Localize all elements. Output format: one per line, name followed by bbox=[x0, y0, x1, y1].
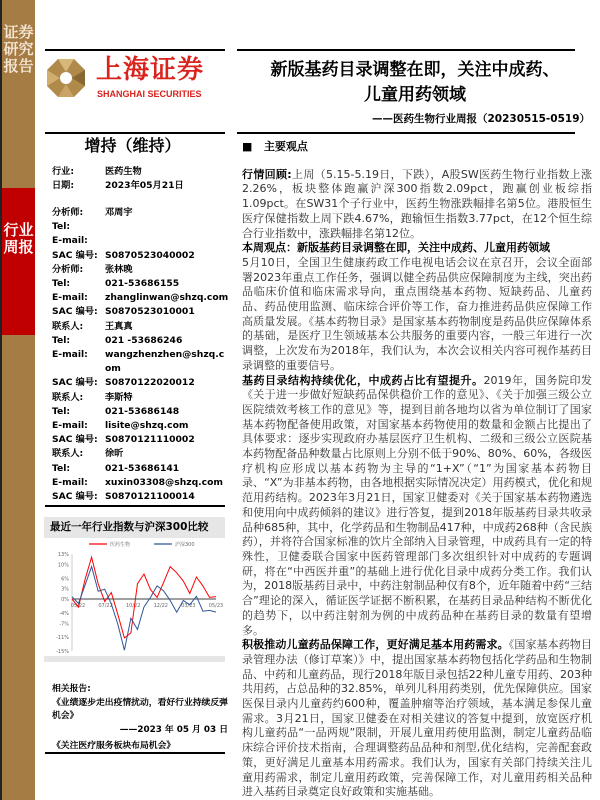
rating: 增持（维持） bbox=[84, 136, 181, 155]
contact-label: Tel: bbox=[52, 221, 71, 233]
contact-row bbox=[52, 447, 230, 461]
contact-value: 王真真 bbox=[105, 320, 133, 332]
contact-value[interactable]: wangzhenzhen@shzq.com bbox=[105, 349, 225, 375]
contact-row bbox=[52, 334, 230, 348]
contacts-bottom-rule bbox=[45, 505, 225, 507]
main-content bbox=[242, 140, 592, 800]
meta-info bbox=[52, 165, 230, 193]
y-tick-label: 3% bbox=[61, 586, 69, 593]
related-report-date: ——2023 年 05 月 03 日 bbox=[119, 724, 228, 735]
x-tick-label: 05/23 bbox=[208, 603, 224, 610]
contact-value: 021-53686155 bbox=[105, 278, 180, 290]
contact-value[interactable]: lisite@shzq.com bbox=[105, 420, 189, 432]
contact-value: S0870121100014 bbox=[105, 491, 195, 503]
y-tick-label: -15% bbox=[56, 649, 69, 655]
paragraph-market-review bbox=[242, 168, 592, 242]
contact-value: 021 -53686246 bbox=[105, 334, 183, 346]
y-tick-label: -11% bbox=[56, 635, 69, 642]
paragraph-catalog-structure bbox=[242, 374, 592, 639]
contact-label: Tel: bbox=[52, 278, 71, 290]
contact-value: 邓周宇 bbox=[105, 207, 133, 218]
y-tick-label: 13% bbox=[57, 552, 69, 558]
report-title bbox=[240, 58, 590, 108]
y-tick-label: -7% bbox=[59, 621, 69, 628]
paragraph-lead: 行情回顾: bbox=[242, 167, 292, 181]
y-tick-label: 10% bbox=[57, 562, 69, 569]
contact-value: 李斯特 bbox=[105, 391, 133, 403]
contact-value bbox=[105, 234, 230, 248]
right-section-rule bbox=[237, 132, 575, 134]
top-rule-left bbox=[45, 49, 225, 51]
sidebar-weekly-label: 行业周报 bbox=[3, 221, 34, 256]
related-bottom-rule bbox=[45, 752, 225, 754]
contact-label: 联系人: bbox=[52, 391, 84, 403]
contact-row bbox=[52, 220, 230, 234]
contact-value[interactable]: xuxin03308@shzq.com bbox=[105, 476, 223, 488]
top-rule-right bbox=[237, 49, 575, 51]
contact-label: SAC 编号: bbox=[52, 434, 98, 446]
heading-text: 主要观点 bbox=[263, 140, 308, 153]
title-line-1: 新版基药目录调整在即，关注中成药、 bbox=[270, 60, 560, 80]
series-line-pharma bbox=[72, 557, 216, 638]
contact-value bbox=[105, 220, 230, 234]
logo-emblem-icon bbox=[46, 58, 86, 98]
contact-row bbox=[52, 462, 230, 476]
sidebar-red-block bbox=[2, 188, 35, 335]
contact-value: S0870121110002 bbox=[105, 434, 195, 446]
related-label: 相关报告: bbox=[52, 684, 91, 694]
paragraph-lead: 本周观点：新版基药目录调整在即，关注中成药、儿童用药领域 bbox=[242, 241, 550, 255]
paragraph-lead: 基药目录结构持续优化，中成药占比有望提升。 bbox=[242, 373, 484, 387]
contact-label: E-mail: bbox=[52, 235, 88, 247]
x-tick-label: 07/22 bbox=[98, 603, 113, 610]
contact-label: Tel: bbox=[52, 334, 71, 346]
contact-label: SAC 编号: bbox=[52, 491, 98, 503]
logo-text-cn: 上海证券 bbox=[96, 55, 205, 85]
contact-label: SAC 编号: bbox=[52, 249, 98, 261]
bullet-square-icon: ■ bbox=[242, 140, 253, 153]
contact-value[interactable]: zhanglinwan@shzq.com bbox=[105, 292, 229, 304]
contact-value: 张林晚 bbox=[105, 263, 133, 275]
sidebar-report-type: 证券研究报告 bbox=[3, 23, 34, 75]
x-tick-label: 12/22 bbox=[153, 603, 169, 610]
contact-label: SAC 编号: bbox=[52, 377, 98, 389]
contact-label: E-mail: bbox=[52, 292, 88, 304]
meta-label: 日期: bbox=[52, 180, 75, 192]
related-report-link[interactable]: 《关注医疗服务板块布局机会》 bbox=[52, 741, 176, 751]
contact-row bbox=[52, 419, 230, 433]
report-subtitle: ——医药生物行业周报（20230515-0519） bbox=[371, 113, 590, 125]
contact-value: S0870523010001 bbox=[105, 306, 195, 318]
paragraph-text: 5月10日，全国卫生健康药政工作电视电话会议在京召开，会议全面部署2023年重点工作任务，强调以健全药品供应保障制度为主线，突出药品临床价值和临床需求导向，重点围绕基本药物、短缺药品、儿童药品、药品使用监测、临床综合评价等工作，奋力推进药品供应保障工作高质量发展。《基本药物目录》是国家基本药物制度是药品供应保障体系的基础，是医疗卫生领域基本公共服务的重要内容，一般三年进行一次调整，上次发布为2018年，我们认为，本次会议相关内容可视作基药目录调整的重要信号。 bbox=[242, 255, 592, 372]
title-line-2: 儿童用药领域 bbox=[364, 85, 466, 105]
contact-label: 联系人: bbox=[52, 320, 84, 332]
related-report-link[interactable]: 《业绩逐步走出疫情扰动，看好行业持续反弹机会》 bbox=[52, 697, 228, 721]
contact-row bbox=[52, 405, 230, 419]
paragraph-text: 上周（5.15-5.19日，下跌），A股SW医药生物行业指数上涨2.26%，板块整体跑赢沪深300指数2.09pct，跑赢创业板综指1.09pct。在SW31个子行业中，医药生物涨跌幅排名第5位。港股恒生医疗保健指数上周下跌4.67%，跑输恒生指数3.77pct，在12个恒生综合行业指数中，涨跌幅排名第12位。 bbox=[242, 167, 592, 240]
contact-row bbox=[52, 291, 230, 305]
index-comparison-chart bbox=[44, 517, 225, 662]
contact-label: 分析师: bbox=[52, 207, 84, 218]
legend-label: 医药生物 bbox=[110, 542, 131, 548]
contacts-list bbox=[52, 206, 230, 504]
contact-value: S0870523040002 bbox=[105, 249, 195, 261]
related-reports bbox=[52, 683, 228, 754]
contact-row bbox=[52, 490, 230, 504]
meta-value: 2023年05月21日 bbox=[105, 180, 184, 192]
sidebar-band bbox=[0, 0, 35, 800]
x-tick-label: 03/23 bbox=[181, 603, 196, 610]
paragraph-text: 2019年，国务院印发《关于进一步做好短缺药品保供稳价工作的意见》、《关于加强三级公立医院绩效考核工作的意见》等，提到目前各地均以省为单位制订了国家基本药物配备使用政策，对国家基本药物使用的数量和金额占比提出了具体要求：逐步实现政府办基层医疗卫生机构、二级和三级公立医院基本药物配备品种数量占比原则上分别不低于90%、80%、60%，各级医疗机构应形成以基本药物为主导的“1+X”（“1”为国家基本药物目录、“X”为非基本药物，由各地根据实际情况决定）用药模式，优化和规范用药结构。2023年3月21日，国家卫健委对《关于国家基本药物遴选和使用向中成药倾斜的建议》进行答复，提到2018年版基药目录共收录品种685种，其中，化学药品和生物制品417种，中成药268种（含民族药），并将符合国家标准的饮片全部纳入目录管理，中成药具有一定的特殊性，卫健委联合国家中医药管理部门多次组织针对中成药的专题调研，将在“中西医并重”的基础上进行优化目录中成药分类工作。我们认为，2018版基药目录中，中药注射制品种仅有8个，近年随着中药“三结合”理论的深入，循证医学证据不断积累，在基药目录品种结构不断优化的趋势下，以中药注射剂为例的中成药品种在基药目录的数量有望增多。 bbox=[242, 373, 592, 637]
contact-label: Tel: bbox=[52, 405, 71, 417]
section-heading bbox=[242, 140, 592, 155]
x-tick-label: 10/22 bbox=[125, 603, 141, 610]
paragraph-text: 《国家基本药物目录管理办法（修订草案）》中，提出国家基本药物包括化学药品和生物制品、中药和儿童药品，现行2018年版目录包括22种儿童专用药、203种共用药，占总品种的32.85%，单列儿科用药类别，优先保障供应。国家医保目录内儿童药约600种，覆盖肿瘤等治疗领域，基本满足参保儿童需求。3月21日，国家卫健委在对相关建议的答复中提到，放宽医疗机构儿童药品“一品两规”限制，开展儿童用药使用监测，制定儿童药品临床综合评价技术指南，合理调整药品品种和剂型,优化结构，完善配套政策，更好满足儿童基本用药需求。我们认为，国家有关部门持续关注儿童用药需求，制定儿童用药政策，完善保障工作，对儿童用药相关品种进入基药目录奠定良好政策和实施基础。 bbox=[242, 638, 593, 799]
y-tick-label: 0% bbox=[61, 597, 69, 604]
contact-label: E-mail: bbox=[52, 420, 88, 432]
contact-label: 分析师: bbox=[52, 263, 84, 275]
paragraph-weekly-view bbox=[242, 256, 592, 374]
paragraph-weekly-view-title bbox=[242, 241, 592, 256]
contact-value: 徐昕 bbox=[105, 448, 124, 460]
contact-row bbox=[52, 433, 230, 447]
contact-label: E-mail: bbox=[52, 476, 88, 488]
paragraph-pediatric-drugs bbox=[242, 638, 592, 800]
contact-row bbox=[52, 249, 230, 263]
contact-row bbox=[52, 277, 230, 291]
paragraph-lead: 积极推动儿童药品保障工作，更好满足基本用药需求。 bbox=[242, 638, 509, 652]
y-tick-label: 6% bbox=[61, 576, 69, 583]
chart-title: 最近一年行业指数与沪深300比较 bbox=[50, 521, 209, 533]
contact-row bbox=[52, 263, 230, 277]
contact-row bbox=[52, 391, 230, 405]
y-tick-label: -4% bbox=[59, 610, 69, 617]
left-section-rule bbox=[45, 132, 225, 134]
contact-label: 联系人: bbox=[52, 448, 84, 460]
x-tick-label: 05/22 bbox=[70, 603, 86, 610]
contact-label: SAC 编号: bbox=[52, 306, 98, 318]
contact-row bbox=[52, 476, 230, 490]
contact-row bbox=[52, 376, 230, 390]
contact-label: Tel: bbox=[52, 462, 71, 474]
contact-row bbox=[52, 305, 230, 319]
contact-row bbox=[52, 206, 230, 220]
contact-value: S0870122020012 bbox=[105, 377, 195, 389]
meta-label: 行业: bbox=[52, 166, 75, 177]
chart-plot bbox=[44, 538, 225, 656]
contact-row bbox=[52, 234, 230, 248]
meta-value: 医药生物 bbox=[105, 166, 142, 177]
contact-value: 021-53686141 bbox=[105, 462, 180, 474]
contact-label: E-mail: bbox=[52, 349, 88, 361]
legend-label: 沪深300 bbox=[175, 542, 195, 548]
logo-text-en: SHANGHAI SECURITIES bbox=[97, 89, 202, 99]
contact-row bbox=[52, 348, 230, 376]
contact-row bbox=[52, 320, 230, 334]
contact-value: 021-53686148 bbox=[105, 405, 180, 417]
